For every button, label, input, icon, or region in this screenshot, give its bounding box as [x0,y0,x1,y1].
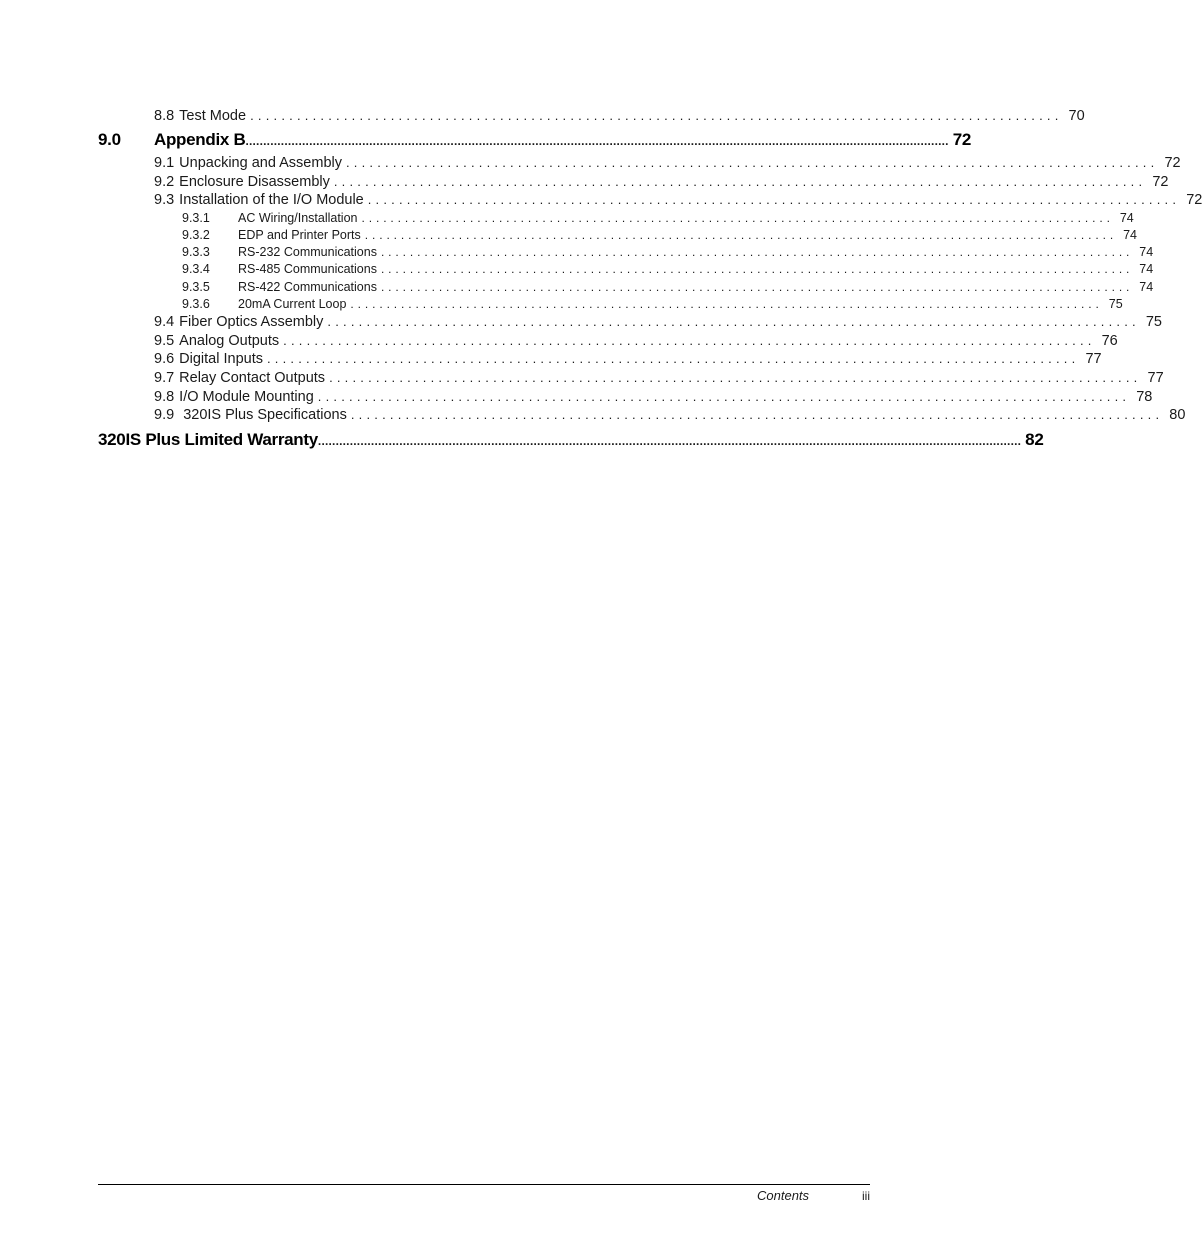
toc-entry-9-4[interactable] [154,314,1162,332]
toc-entry-title: I/O Module Mounting [179,389,314,405]
dot-leader: ........................................................................................................ [380,245,1134,259]
toc-entry-page: 74 [1119,211,1134,225]
toc-entry-number: 8.8 [154,108,175,124]
toc-entry-number: 9.1 [154,155,175,171]
toc-entry-number: 9.7 [154,370,175,386]
toc-entry-number: 9.3.4 [182,262,210,276]
toc-entry-9-9[interactable] [154,407,1186,425]
toc-entry-title: RS-422 Communications [238,280,377,294]
toc-entry-number: 9.3.5 [182,280,210,294]
toc-entry-number: 9.3.2 [182,228,210,242]
toc-entry-9-3-2[interactable] [182,228,1137,244]
toc-entry-title: RS-232 Communications [238,245,377,259]
toc-chapter-title: Appendix B [154,130,246,149]
toc-entry-number: 9.3 [154,192,175,208]
toc-entry-title: EDP and Printer Ports [238,228,361,242]
toc-entry-page: 80 [1169,407,1186,423]
toc-chapter-page: 72 [952,130,972,149]
toc-entry-9-3[interactable] [154,192,1202,210]
toc-entry-title: Digital Inputs [179,351,263,367]
toc-entry-page: 74 [1139,280,1154,294]
toc-entry-page: 74 [1139,245,1154,259]
dot-leader: ........................................................................................................ [367,192,1181,207]
toc-entry-page: 78 [1136,389,1153,405]
toc-entry-9-1[interactable] [154,155,1181,173]
toc-entry-title: Enclosure Disassembly [179,174,330,190]
dot-leader: ........................................................................................................ [333,174,1147,189]
toc-entry-9-3-1[interactable] [182,211,1134,227]
dot-leader: ........................................................................................................ [267,351,1080,366]
footer-divider [98,1184,870,1185]
dot-leader: ........................................................................................................ [350,297,1103,311]
toc-entry-page: 77 [1147,370,1164,386]
toc-entry-page: 72 [1186,192,1202,208]
dot-leader: ........................................................................................................ [380,280,1134,294]
toc-chapter-page: 82 [1025,430,1044,449]
toc-entry-number: 9.8 [154,389,175,405]
toc-entry-9-7[interactable] [154,370,1164,388]
dot-leader: ........................................................................................................ [317,389,1131,404]
toc-entry-9-3-4[interactable] [182,262,1154,278]
toc-entry-9-5[interactable] [154,333,1118,351]
dot-leader: ....................................................................................................................................................................................................... [245,134,949,148]
toc-entry-page: 72 [1164,155,1181,171]
dot-leader: ........................................................................................................ [327,314,1140,329]
toc-entry-title: 20mA Current Loop [238,297,347,311]
toc-chapter-9-0[interactable] [98,130,972,152]
toc-entry-title: 320IS Plus Specifications [179,407,347,423]
toc-entry-title: Unpacking and Assembly [179,155,342,171]
toc-entry-number: 9.3.6 [182,297,210,311]
toc-entry-title: Installation of the I/O Module [179,192,364,208]
toc-entry-page: 70 [1068,108,1085,124]
toc-entry-number: 9.6 [154,351,175,367]
toc-entry-number: 9.3.1 [182,211,210,225]
toc-entry-title: AC Wiring/Installation [238,211,358,225]
dot-leader: ........................................................................................................ [329,370,1142,385]
toc-entry-page: 75 [1145,314,1162,330]
toc-entry-title: RS-485 Communications [238,262,377,276]
toc-entry-number: 9.5 [154,333,175,349]
toc-entry-title: Fiber Optics Assembly [179,314,324,330]
dot-leader: ........................................................................................................ [350,407,1164,422]
toc-entry-page: 72 [1152,174,1169,190]
dot-leader: ........................................................................................................ [283,333,1096,348]
toc-entry-9-3-6[interactable] [182,297,1123,313]
toc-entry-title: Analog Outputs [179,333,280,349]
dot-leader: ........................................................................................................ [250,108,1063,123]
dot-leader: ........................................................................................................ [346,155,1159,170]
toc-entry-title: Test Mode [179,108,247,124]
toc-entry-page: 74 [1123,228,1137,242]
toc-entry-9-8[interactable] [154,389,1153,407]
toc-chapter-warranty[interactable] [98,430,1044,452]
toc-entry-9-3-5[interactable] [182,280,1154,296]
footer-section-label: Contents [757,1188,810,1203]
toc-entry-number: 9.9 [154,407,175,423]
toc-entry-number: 9.2 [154,174,175,190]
toc-entry-9-2[interactable] [154,174,1169,192]
toc-entry-page: 74 [1139,262,1154,276]
dot-leader: ........................................................................................................ [361,211,1114,225]
toc-entry-9-3-3[interactable] [182,245,1154,261]
toc-chapter-number: 9.0 [98,130,121,149]
toc-entry-page: 77 [1085,351,1102,367]
toc-entry-page: 76 [1101,333,1118,349]
dot-leader: ........................................................................................................ [364,228,1118,242]
toc-chapter-title: 320IS Plus Limited Warranty [98,430,318,449]
toc-entry-8-8[interactable] [154,108,1085,126]
toc-entry-title: Relay Contact Outputs [179,370,326,386]
toc-entry-number: 9.3.3 [182,245,210,259]
toc-entry-number: 9.4 [154,314,175,330]
footer-page-number: iii [862,1189,870,1203]
toc-entry-9-6[interactable] [154,351,1102,369]
dot-leader: ....................................................................................................................................................................................................... [317,434,1022,448]
dot-leader: ........................................................................................................ [380,262,1134,276]
toc-entry-page: 75 [1108,297,1123,311]
